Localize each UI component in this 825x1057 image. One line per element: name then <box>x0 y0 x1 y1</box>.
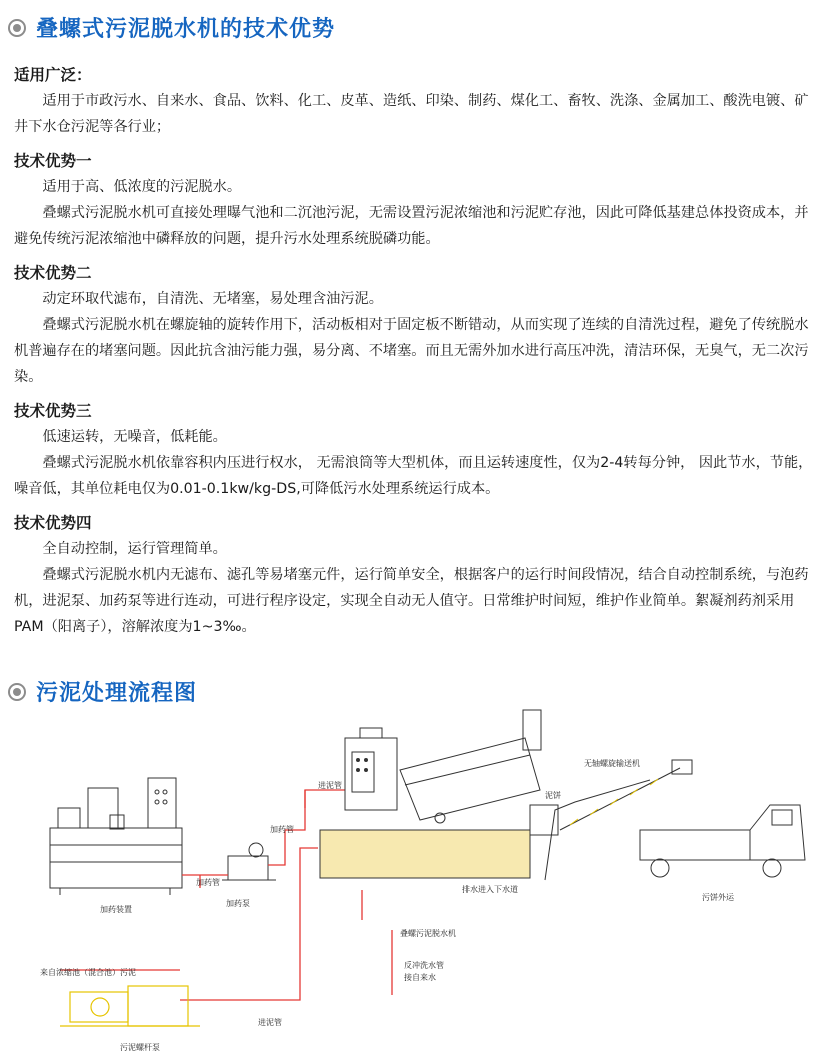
label-mud-inlet-top: 进泥管 <box>318 781 342 790</box>
section-title-flowchart: 污泥处理流程图 <box>8 676 197 707</box>
label-dewatering-machine: 叠螺污泥脱水机 <box>400 929 456 938</box>
block-paragraph: 动定环取代滤布，自清洗、无堵塞，易处理含油污泥。 <box>42 291 383 307</box>
block-heading: 技术优势三 <box>14 402 92 420</box>
circle-bullet-icon <box>8 19 26 37</box>
shaftless-conveyor <box>530 760 692 880</box>
section-title-advantages: 叠螺式污泥脱水机的技术优势 <box>8 12 335 43</box>
block-advantage-4 <box>14 510 814 640</box>
dewatering-machine <box>320 710 541 878</box>
block-paragraph: 适用于市政污水、自来水、食品、饮料、化工、皮革、造纸、印染、制药、煤化工、畜牧、洗涤、金属加工、酸洗电镀、矿井下水仓污泥等各行业； <box>14 93 809 135</box>
block-advantage-2 <box>14 260 814 390</box>
label-dosing-pump: 加药泵 <box>226 899 250 908</box>
sludge-flow-diagram <box>0 690 825 1057</box>
label-screw-pump: 污泥螺杆泵 <box>120 1043 160 1052</box>
block-paragraph: 叠螺式污泥脱水机内无滤布、滤孔等易堵塞元件，运行简单安全，根据客户的运行时间段情况，结合自动控制系统，与泡药机，进泥泵、加药泵等进行连动，可进行程序设定，实现全自动无人值守。日常维护时间短，维护作业简单。絮凝剂药剂采用PAM（阳离子），溶解浓度为1~3‰。 <box>14 567 809 635</box>
block-paragraph: 叠螺式污泥脱水机在螺旋轴的旋转作用下，活动板相对于固定板不断错动，从而实现了连续的自清洗过程，避免了传统脱水机普遍存在的堵塞问题。因此抗含油污能力强，易分离、不堵塞。而且无需外加水进行高压冲洗，清洁环保，无臭气，无二次污染。 <box>14 317 809 385</box>
label-sludge-transport: 污饼外运 <box>702 893 734 902</box>
screw-pump <box>60 986 200 1026</box>
label-backwash-line2: 接自来水 <box>404 973 436 982</box>
block-paragraph: 叠螺式污泥脱水机可直接处理曝气池和二沉池污泥，无需设置污泥浓缩池和污泥贮存池，因此可降低基建总体投资成本，并避免传统污泥浓缩池中磷释放的问题，提升污水处理系统脱磷功能。 <box>14 205 809 247</box>
label-dosing-pipe: 加药管 <box>196 878 220 887</box>
block-advantage-1 <box>14 148 814 252</box>
label-mud-inlet-bottom: 进泥管 <box>258 1018 282 1027</box>
block-heading: 适用广泛： <box>14 66 92 84</box>
block-heading: 技术优势二 <box>14 264 92 282</box>
block-paragraph: 适用于高、低浓度的污泥脱水。 <box>42 179 242 195</box>
label-sludge-source: 来自浓缩池（混合池）污泥 <box>40 968 136 977</box>
block-paragraph: 全自动控制，运行管理简单。 <box>42 541 227 557</box>
block-advantage-3 <box>14 398 814 502</box>
advantages-content <box>14 62 814 640</box>
block-applicability <box>14 62 814 140</box>
truck-icon <box>640 805 805 877</box>
dosing-device <box>50 778 182 895</box>
block-paragraph: 低速运转，无噪音，低耗能。 <box>42 429 227 445</box>
block-heading: 技术优势四 <box>14 514 92 532</box>
label-shaftless-conveyor: 无轴螺旋输送机 <box>584 759 640 768</box>
block-heading: 技术优势一 <box>14 152 92 170</box>
label-dosing-pipe-2: 加药管 <box>270 825 294 834</box>
dosing-pump <box>222 843 276 880</box>
label-dosing-device: 加药装置 <box>100 905 132 914</box>
label-drain-water: 排水进入下水道 <box>462 885 518 894</box>
label-backwash-line1: 反冲洗水管 <box>404 961 444 970</box>
block-paragraph: 叠螺式污泥脱水机依靠容积内压进行权水， 无需浪筒等大型机体，而且运转速度性，仅为2-4转每分钟， 因此节水，节能，噪音低，其单位耗电仅为0.01-0.1kw/kg-DS,可降低污水处理系统运行成本。 <box>14 455 813 497</box>
label-mud-chute: 泥饼 <box>545 791 561 800</box>
